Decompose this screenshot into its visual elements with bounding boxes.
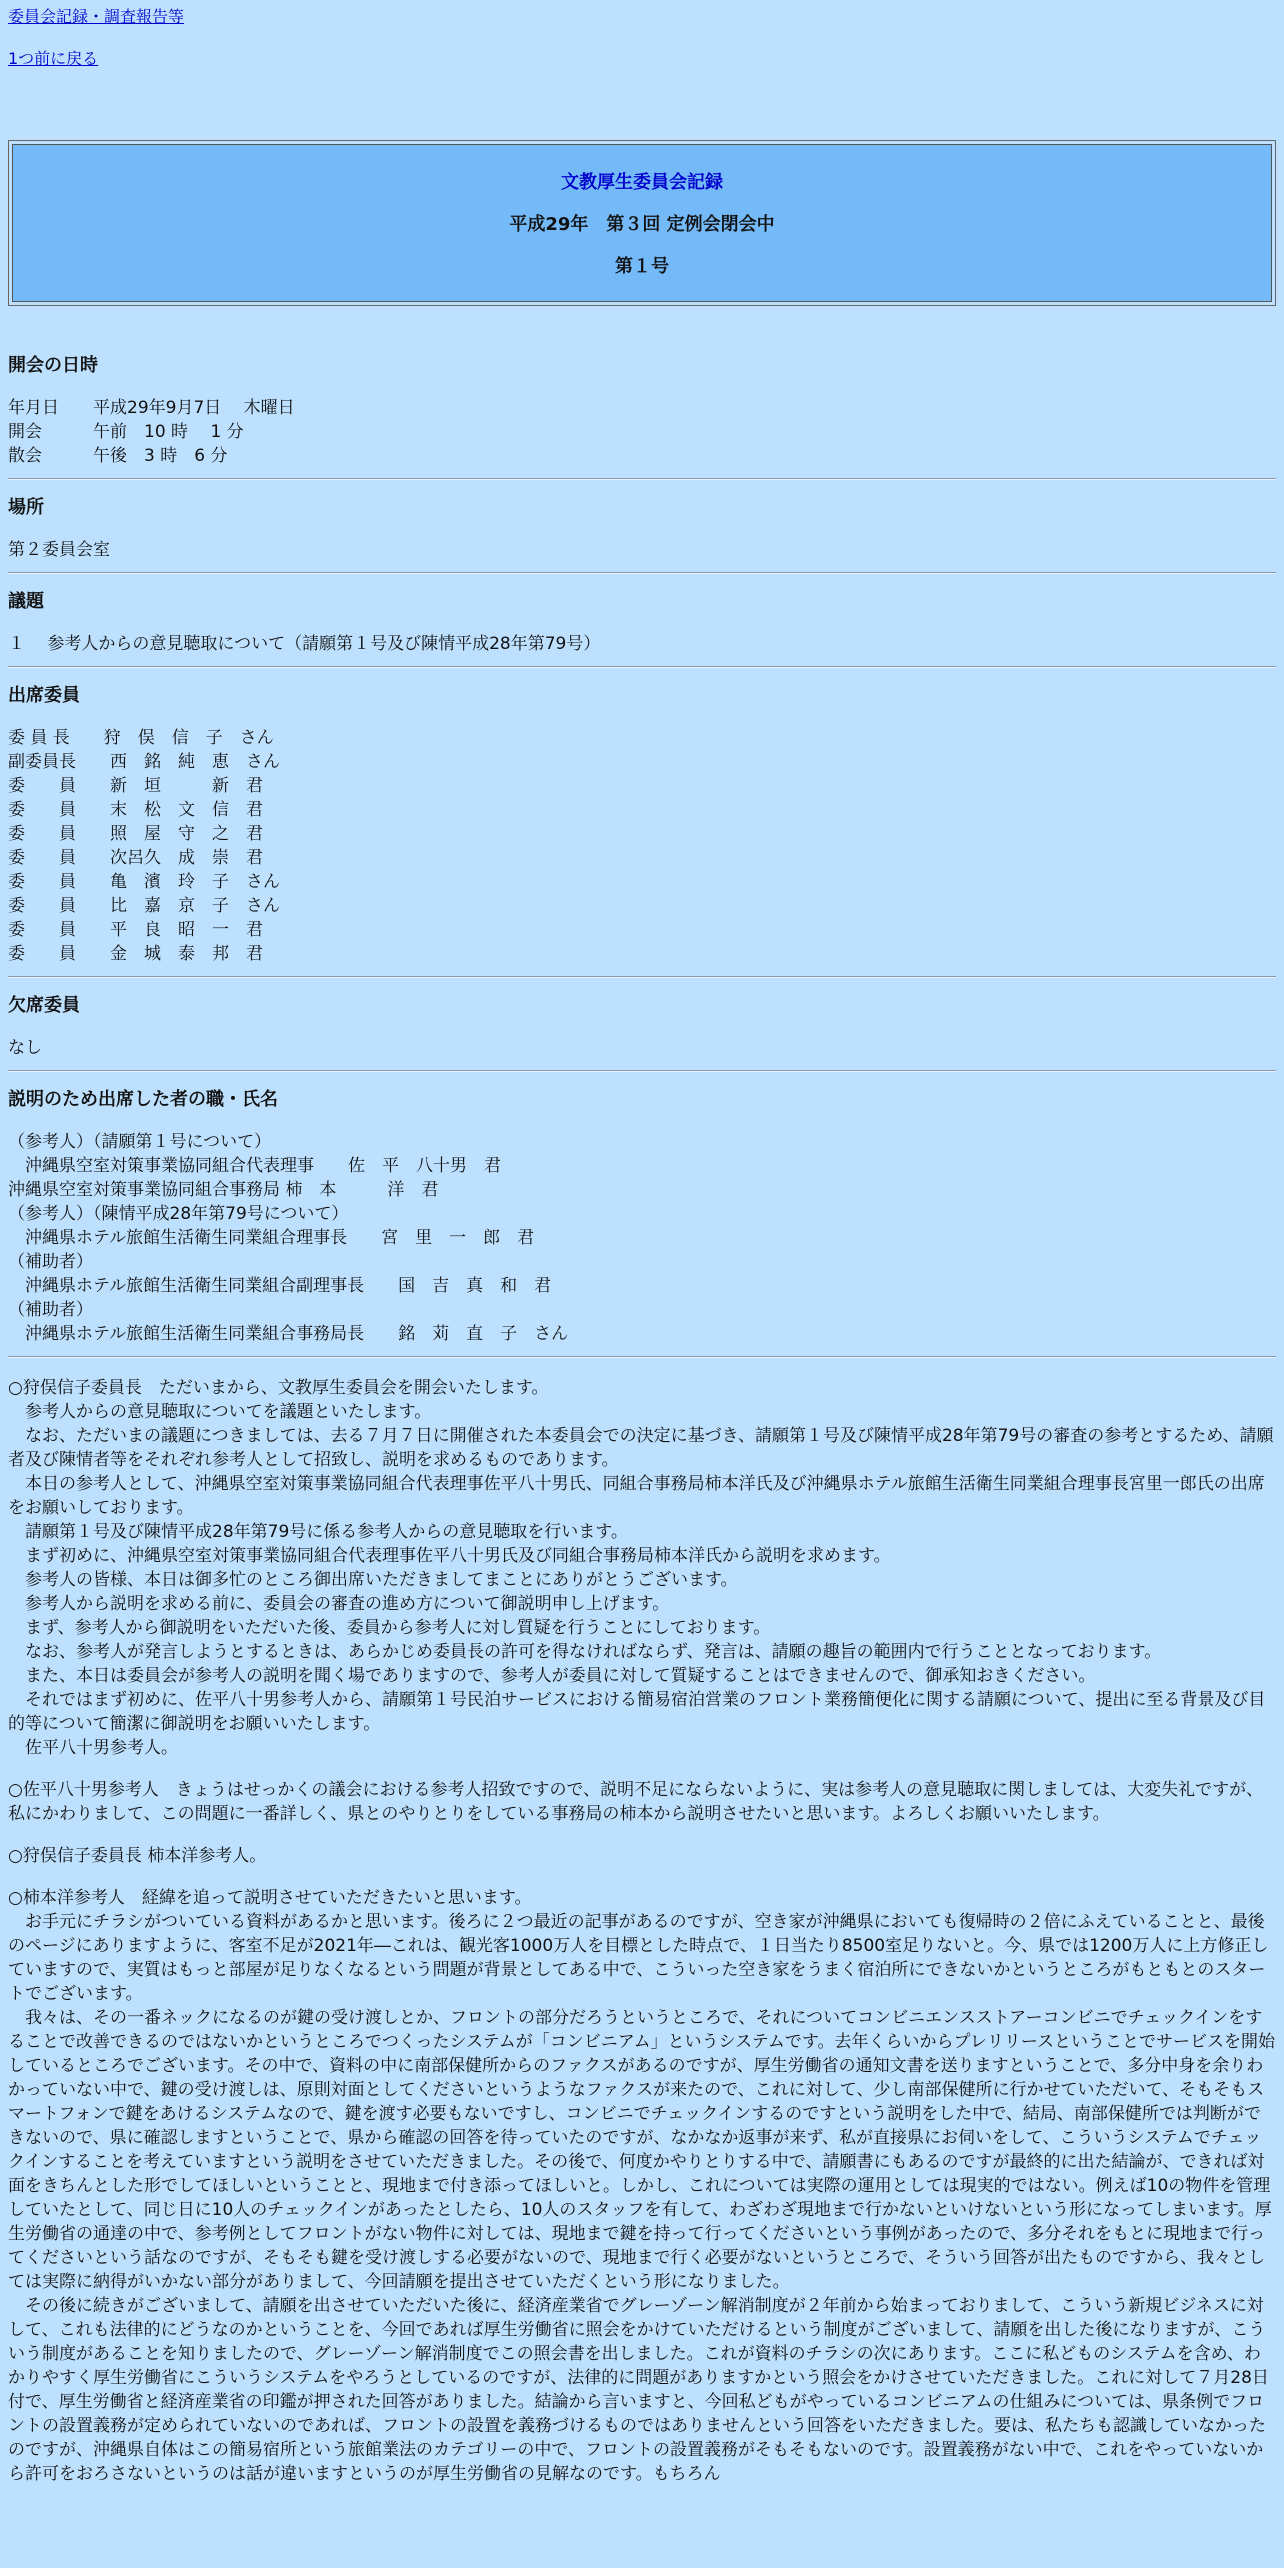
speech-paragraph: それではまず初めに、佐平八十男参考人から、請願第１号民泊サービスにおける簡易宿泊営業のフロント業務簡便化に関する請願について、提出に至る背景及び目的等について簡潔に御説明をお願いいたします。 xyxy=(8,1690,1266,1734)
attendee-line: 委 員 次呂久 成 崇 君 xyxy=(8,848,263,868)
attendee-line: 委 員 比 嘉 京 子 さん xyxy=(8,896,280,916)
absent-section xyxy=(8,978,1276,1060)
back-link[interactable]: 1つ前に戻る xyxy=(8,49,99,68)
agenda-value: １ 参考人からの意見聴取について（請願第１号及び陳情平成28年第79号） xyxy=(8,634,601,654)
opening-date: 年月日 平成29年9月7日 木曜日 xyxy=(8,398,295,418)
speech-paragraph: 請願第１号及び陳情平成28年第79号に係る参考人からの意見聴取を行います。 xyxy=(8,1522,628,1542)
committee-records-link[interactable]: 委員会記録・調査報告等 xyxy=(8,7,185,26)
attendee-line: 委 員 新 垣 新 君 xyxy=(8,776,263,796)
speech-paragraph: また、本日は委員会が参考人の説明を聞く場でありますので、参考人が委員に対して質疑することはできませんので、御承知おきください。 xyxy=(8,1666,1096,1686)
agenda-section xyxy=(8,574,1276,656)
attendee-line: 委 員 長 狩 俣 信 子 さん xyxy=(8,728,274,748)
explainer-line: 沖縄県ホテル旅館生活衛生同業組合理事長 宮 里 一 郎 君 xyxy=(8,1228,535,1248)
place-heading: 場所 xyxy=(8,497,44,518)
speech-paragraph: ○狩俣信子委員長 ただいまから、文教厚生委員会を開会いたします。 xyxy=(8,1378,549,1398)
explainer-line: （参考人）（陳情平成28年第79号について） xyxy=(8,1204,349,1224)
attendee-line: 副委員長 西 銘 純 恵 さん xyxy=(8,752,280,772)
attendees-heading: 出席委員 xyxy=(8,685,80,706)
explainer-line: 沖縄県空室対策事業協同組合事務局 柿 本 洋 君 xyxy=(8,1180,439,1200)
agenda-heading: 議題 xyxy=(8,591,44,612)
explainer-line: 沖縄県ホテル旅館生活衛生同業組合副理事長 国 吉 真 和 君 xyxy=(8,1276,552,1296)
attendee-line: 委 員 照 屋 守 之 君 xyxy=(8,824,263,844)
place-section xyxy=(8,480,1276,562)
speech-paragraph: その後に続きがございまして、請願を出させていただいた後に、経済産業省でグレーゾーン解消制度が２年前から始まっておりまして、こういう新規ビジネスに対して、これも法律的にどうなのかということを、今回であれば厚生労働省に照会をかけていただけるという制度がございまして、請願を出した後になりますが、こういう制度があることを知りましたので、グレーゾーン解消制度でこの照会書を出しました。これが資料のチラシの次にあります。ここに私どものシステムを含め、わかりやすく厚生労働省にこういうシステムをやろうとしているのですが、法律的に問題がありますかという照会をかけさせていただきました。これに対して７月28日付で、厚生労働省と経済産業省の印鑑が押された回答がありました。結論から言いますと、今回私どもがやっているコンビニアムの仕組みについては、県条例でフロントの設置義務が定められていないのであれば、フロントの設置を義務づけるものではありませんという回答をいただきました。要は、私たちも認識していなかったのですが、沖縄県自体はこの簡易宿所という旅館業法のカテゴリーの中で、フロントの設置義務がそもそもないのです。設置義務がない中で、これをやっていないから許可をおろさないというのは話が違いますというのが厚生労働省の見解なのです。もちろん xyxy=(8,2296,1269,2484)
explainer-line: （補助者） xyxy=(8,1252,93,1272)
explainers-section xyxy=(8,1072,1276,1346)
opening-end: 散会 午後 3 時 6 分 xyxy=(8,446,228,466)
attendees-section xyxy=(8,668,1276,966)
explainer-line: （補助者） xyxy=(8,1300,93,1320)
speech-paragraph: 佐平八十男参考人。 xyxy=(8,1738,178,1758)
attendee-line: 委 員 金 城 泰 邦 君 xyxy=(8,944,263,964)
absent-heading: 欠席委員 xyxy=(8,995,80,1016)
proceedings xyxy=(8,1358,1276,2486)
speech-paragraph: まず初めに、沖縄県空室対策事業協同組合代表理事佐平八十男氏及び同組合事務局柿本洋氏から説明を求めます。 xyxy=(8,1546,891,1566)
speech-paragraph: ○佐平八十男参考人 きょうはせっかくの議会における参考人招致ですので、説明不足にならないように、実は参考人の意見聴取に関しましては、大変失礼ですが、私にかわりまして、この問題に一番詳しく、県とのやりとりをしている事務局の柿本から説明させたいと思います。よろしくお願いいたします。 xyxy=(8,1780,1264,1824)
explainer-line: （参考人）（請願第１号について） xyxy=(8,1132,272,1152)
opening-section xyxy=(8,306,1276,468)
speech-paragraph: 参考人の皆様、本日は御多忙のところ御出席いただきましてまことにありがとうございます。 xyxy=(8,1570,738,1590)
absent-value: なし xyxy=(8,1038,42,1058)
attendee-line: 委 員 亀 濱 玲 子 さん xyxy=(8,872,280,892)
session-title: 平成29年 第３回 定例会閉会中 xyxy=(509,214,775,235)
speech-paragraph: お手元にチラシがついている資料があるかと思います。後ろに２つ最近の記事があるのですが、空き家が沖縄県においても復帰時の２倍にふえていることと、最後のページにありますように、客室不足が2021年―これは、観光客1000万人を目標とした時点で、１日当たり8500室足りないと。今、県では1200万人に上方修正していますので、実質はもっと部屋が足りなくなるという問題が背景としてある中で、こういった空き家をうまく宿泊所にできないかというところがもともとのスタートでございます。 xyxy=(8,1912,1269,2004)
record-number: 第１号 xyxy=(615,256,669,277)
speech-paragraph: ○柿本洋参考人 経緯を追って説明させていただきたいと思います。 xyxy=(8,1888,532,1908)
place-value: 第２委員会室 xyxy=(8,540,110,560)
title-panel xyxy=(12,144,1272,302)
speech-paragraph: まず、参考人から御説明をいただいた後、委員から参考人に対し質疑を行うことにしております。 xyxy=(8,1618,771,1638)
speech-paragraph: 参考人からの意見聴取についてを議題といたします。 xyxy=(8,1402,432,1422)
opening-heading: 開会の日時 xyxy=(8,355,98,376)
attendee-line: 委 員 平 良 昭 一 君 xyxy=(8,920,263,940)
speech-paragraph: 我々は、その一番ネックになるのが鍵の受け渡しとか、フロントの部分だろうというところで、それについてコンビニエンスストアーコンビニでチェックインをすることで改善できるのではないかというところでつくったシステムが「コンビニアム」というシステムです。去年くらいからプレリリースということでサービスを開始しているところでございます。その中で、資料の中に南部保健所からのファクスがあるのですが、厚生労働省の通知文書を送りますということで、多分中身を余りわかっていない中で、鍵の受け渡しは、原則対面としてくださいというようなファクスが来たので、これに対して、少し南部保健所に行かせていただいて、そもそもスマートフォンで鍵をあけるシステムなので、鍵を渡す必要もないですし、コンビニでチェックインするのですという説明をした中で、結局、南部保健所では判断ができないので、県に確認しますということで、県から確認の回答を待っていたのですが、なかなか返事が来ず、私が直接県にお伺いをして、こういうシステムでチェックインすることを考えていますという説明をさせていただきました。その後で、何度かやりとりする中で、請願書にもあるのですが最終的に出た結論が、できれば対面をきちんとした形でしてほしいということと、現地まで付き添ってほしいと。しかし、これについては実際の運用としては現実的ではない。例えば10の物件を管理していたとして、同じ日に10人のチェックインがあったとしたら、10人のスタッフを有して、わざわざ現地まで行かないといけないという形になってしまいます。厚生労働省の通達の中で、参考例としてフロントがない物件に対しては、現地まで鍵を持って行ってくださいという事例があったので、多分それをもとに現地まで行ってくださいという話なのですが、そもそも鍵を受け渡しする必要がないので、現地まで行く必要がないというところで、そういう回答が出たものですから、我々としては実際に納得がいかない部分がありまして、今回請願を提出させていただくという形になりました。 xyxy=(8,2008,1276,2292)
speech-paragraph: 参考人から説明を求める前に、委員会の審査の進め方について御説明申し上げます。 xyxy=(8,1594,670,1614)
explainers-heading: 説明のため出席した者の職・氏名 xyxy=(8,1089,278,1110)
speech-paragraph: ○狩俣信子委員長 柿本洋参考人。 xyxy=(8,1846,267,1866)
speech-paragraph: なお、ただいまの議題につきましては、去る７月７日に開催された本委員会での決定に基づき、請願第１号及び陳情平成28年第79号の審査の参考とするため、請願者及び陳情者等をそれぞれ参考人として招致し、説明を求めるものであります。 xyxy=(8,1426,1274,1470)
committee-title: 文教厚生委員会記録 xyxy=(561,172,723,193)
explainer-line: 沖縄県ホテル旅館生活衛生同業組合事務局長 銘 苅 直 子 さん xyxy=(8,1324,569,1344)
attendee-line: 委 員 末 松 文 信 君 xyxy=(8,800,263,820)
opening-start: 開会 午前 10 時 1 分 xyxy=(8,422,244,442)
title-box xyxy=(8,140,1276,306)
speech-paragraph: 本日の参考人として、沖縄県空室対策事業協同組合代表理事佐平八十男氏、同組合事務局柿本洋氏及び沖縄県ホテル旅館生活衛生同業組合理事長宮里一郎氏の出席をお願いしております。 xyxy=(8,1474,1265,1518)
speech-paragraph: なお、参考人が発言しようとするときは、あらかじめ委員長の許可を得なければならず、発言は、請願の趣旨の範囲内で行うこととなっております。 xyxy=(8,1642,1162,1662)
explainer-line: 沖縄県空室対策事業協同組合代表理事 佐 平 八十男 君 xyxy=(8,1156,501,1176)
